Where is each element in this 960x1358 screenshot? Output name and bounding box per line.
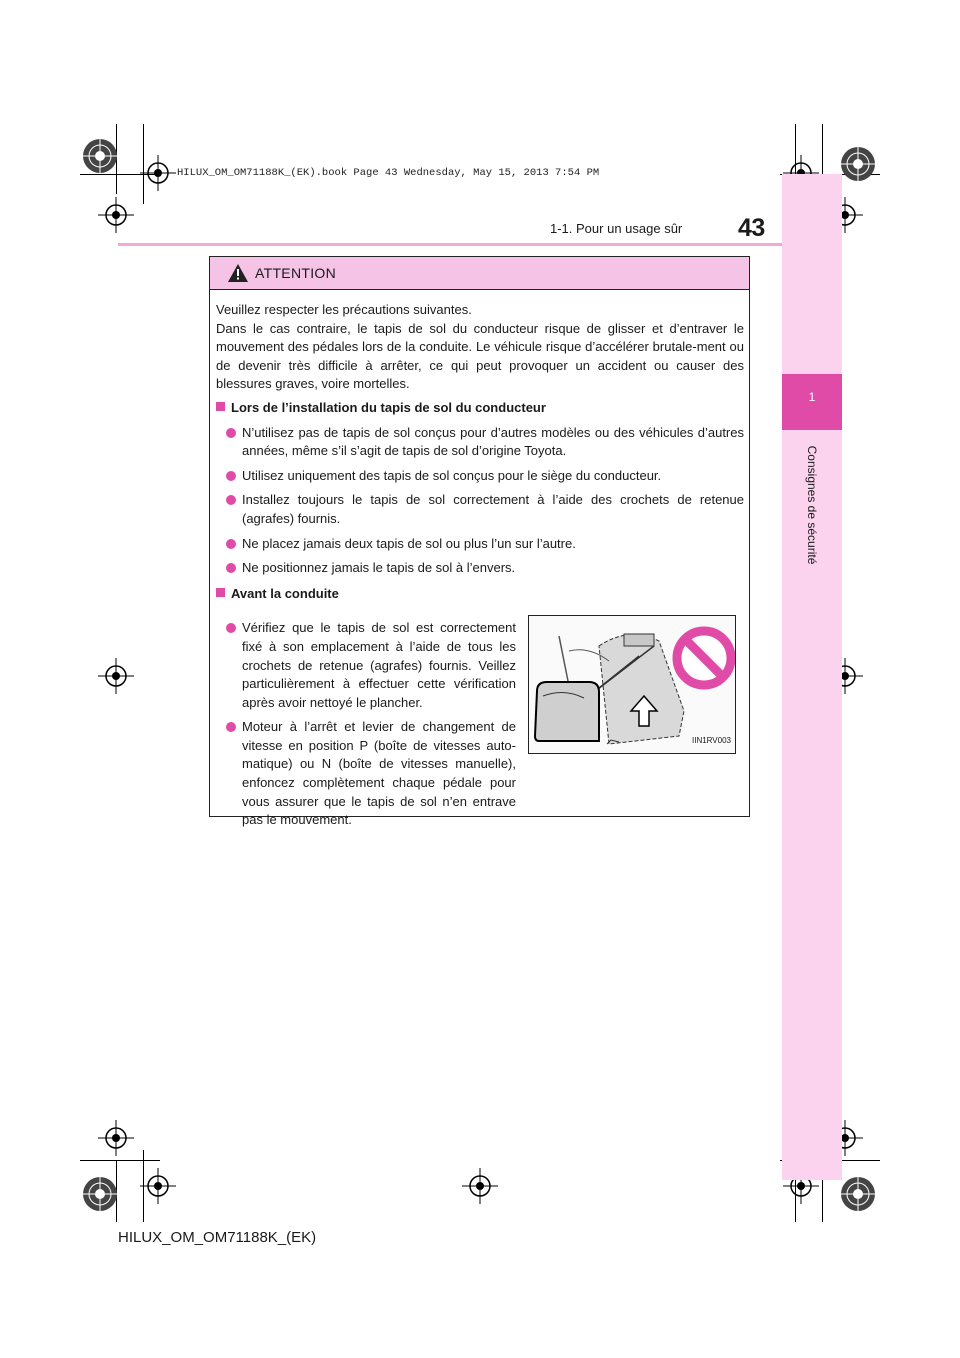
list-item: Installez toujours le tapis de sol correctement à l’aide des crochets de retenue (agrafes) fournis. bbox=[216, 491, 744, 528]
print-info-line: HILUX_OM_OM71188K_(EK).book Page 43 Wednesday, May 15, 2013 7:54 PM bbox=[177, 167, 600, 179]
chapter-number: 1 bbox=[808, 390, 816, 404]
section-heading bbox=[216, 585, 744, 604]
intro-line: Veuillez respecter les précautions suivantes. bbox=[216, 302, 472, 317]
crosshair-mark-icon bbox=[462, 1168, 498, 1204]
registration-mark-icon bbox=[838, 144, 878, 184]
page-number: 43 bbox=[738, 214, 765, 242]
section-heading-text: Avant la conduite bbox=[231, 585, 339, 601]
figure-column bbox=[516, 609, 744, 830]
list-item: N’utilisez pas de tapis de sol conçus pour d’autres modèles ou des véhicules d’autres années, même s’il s’agit de tapis de sol d’origine Toyota. bbox=[216, 424, 744, 461]
crosshair-mark-icon bbox=[98, 1120, 134, 1156]
bullet-dot-icon bbox=[226, 539, 236, 549]
crosshair-mark-icon bbox=[140, 155, 176, 191]
warning-content bbox=[216, 301, 744, 830]
section-heading bbox=[216, 399, 744, 418]
bullet-dot-icon bbox=[226, 428, 236, 438]
bullets-column bbox=[216, 609, 516, 830]
crosshair-mark-icon bbox=[140, 1168, 176, 1204]
warning-title: ATTENTION bbox=[255, 265, 336, 281]
crop-mark bbox=[80, 1160, 160, 1161]
section-title: 1-1. Pour un usage sûr bbox=[550, 221, 683, 236]
square-bullet-icon bbox=[216, 588, 225, 597]
floor-mat-illustration bbox=[528, 615, 736, 754]
bullet-dot-icon bbox=[226, 722, 236, 732]
square-bullet-icon bbox=[216, 402, 225, 411]
list-item: Ne placez jamais deux tapis de sol ou plus l’un sur l’autre. bbox=[216, 535, 744, 554]
intro-paragraph: Dans le cas contraire, le tapis de sol du conducteur risque de glisser et d’entraver le mouvement des pédales lors de la conduite. Le véhicule risque d’accélérer brutale-ment ou de devenir très difficile à arrêter, ce qui peut provoquer un accident ou causer des blessures graves, voire mortelles. bbox=[216, 320, 744, 392]
list-item: Ne positionnez jamais le tapis de sol à l’envers. bbox=[216, 559, 744, 578]
header-rule bbox=[118, 243, 782, 246]
section-two-columns bbox=[216, 609, 744, 830]
list-item: Utilisez uniquement des tapis de sol conçus pour le siège du conducteur. bbox=[216, 467, 744, 486]
footer-code: HILUX_OM_OM71188K_(EK) bbox=[118, 1229, 317, 1246]
crosshair-mark-icon bbox=[98, 197, 134, 233]
section-heading-text: Lors de l’installation du tapis de sol du conducteur bbox=[231, 399, 546, 415]
figure-code: IIN1RV003 bbox=[692, 735, 731, 745]
chapter-title: Consignes de sécurité bbox=[805, 445, 819, 565]
warning-box bbox=[209, 256, 750, 828]
warning-triangle-icon bbox=[228, 264, 248, 282]
bullet-dot-icon bbox=[226, 563, 236, 573]
registration-mark-icon bbox=[80, 1174, 120, 1214]
warning-header bbox=[210, 257, 749, 290]
chapter-side-tab bbox=[782, 174, 842, 1180]
crosshair-mark-icon bbox=[98, 658, 134, 694]
bullet-dot-icon bbox=[226, 495, 236, 505]
bullet-dot-icon bbox=[226, 623, 236, 633]
list-item: Vérifiez que le tapis de sol est correctement fixé à son emplacement à l’aide de tous les crochets de retenue (agrafes) fournis. Veillez particulièrement à effectuer cette vérification après avoir nettoyé le plancher. bbox=[216, 619, 516, 712]
bullet-dot-icon bbox=[226, 471, 236, 481]
registration-mark-icon bbox=[80, 136, 120, 176]
list-item: Moteur à l’arrêt et levier de changement de vitesse en position P (boîte de vitesses auto-matique) ou N (boîte de vitesses manuelle), enfoncez complètement chaque pédale pour vous assurer que le tapis de sol n’en entrave pas le mouvement. bbox=[216, 718, 516, 830]
registration-mark-icon bbox=[838, 1174, 878, 1214]
